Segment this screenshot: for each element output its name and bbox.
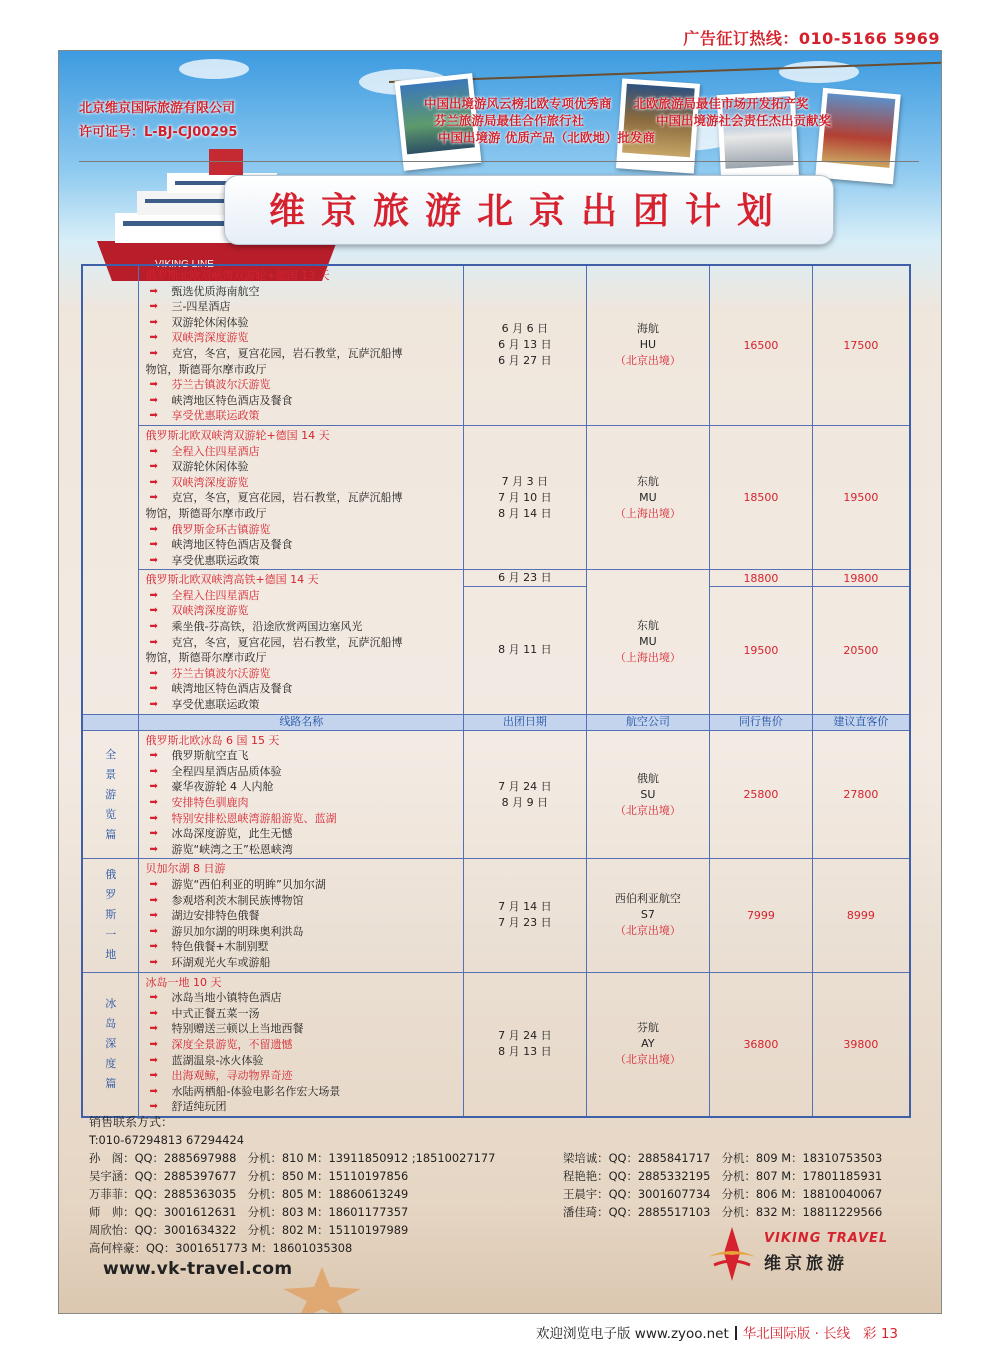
viking-ship-icon (704, 1223, 760, 1285)
list-item: ➡ 峡湾地区特色酒店及餐食 (145, 681, 457, 697)
list-item: ➡ 芬兰古镇波尔沃游览 (145, 377, 457, 393)
category-char: 冰 (105, 997, 117, 1011)
category-char: 深 (105, 1037, 117, 1051)
header-date: 出团日期 (464, 714, 586, 730)
category-russia (82, 859, 139, 972)
route-title: 冰岛一地 10 天 (145, 975, 222, 989)
departure-date: 7 月 14 日 (498, 900, 552, 914)
ad-hotline: 广告征订热线：010-5166 5969 (683, 29, 940, 48)
departure-origin: （北京出境） (614, 924, 681, 938)
list-item: ➡ 双游轮休闲体验 (145, 315, 457, 331)
list-item: ➡ 蓝湖温泉-冰火体验 (145, 1053, 457, 1069)
route-title: 俄罗斯北欧双峡湾双游轮+德国 14 天 (145, 428, 330, 442)
contact-line: 潘佳琦：QQ：2885517103 分机：832 M：18811229566 (563, 1205, 883, 1219)
airline-code: MU (639, 490, 657, 504)
list-item: ➡ 参观塔利茨木制民族博物馆 (145, 893, 457, 909)
departure-date: 7 月 10 日 (498, 490, 552, 504)
list-item: ➡ 特色俄餐+木制别墅 (145, 939, 457, 955)
list-item: ➡ 出海观鲸，寻动物界奇迹 (145, 1068, 457, 1084)
logo-chinese: 维京旅游 (764, 1254, 848, 1274)
list-item: 物馆，斯德哥尔摩市政厅 (145, 651, 267, 665)
list-item: ➡ 特别赠送三顿以上当地西餐 (145, 1021, 457, 1037)
list-item: ➡ 冰岛深度游览，此生无憾 (145, 826, 457, 842)
table-row (82, 425, 910, 569)
category-char: 一 (105, 928, 117, 942)
route-cell (139, 972, 464, 1117)
list-item: ➡ 峡湾地区特色酒店及餐食 (145, 537, 457, 553)
airline-name: 东航 (636, 474, 659, 488)
trade-price: 16500 (710, 265, 813, 425)
category-char: 度 (105, 1057, 117, 1071)
table-row (82, 730, 910, 859)
retail-price: 19800 (812, 570, 910, 587)
table-row (82, 265, 910, 425)
list-item: 物馆，斯德哥尔摩市政厅 (145, 362, 267, 376)
category-char: 篇 (105, 827, 117, 841)
award-text: 中国出境游风云榜北欧专项优秀商 (424, 96, 612, 111)
departure-date: 8 月 14 日 (498, 506, 552, 520)
airline-name: 西伯利亚航空 (614, 892, 681, 906)
contact-line: 万菲菲：QQ：2885363035 分机：805 M：18860613249 (89, 1187, 409, 1201)
table-row (82, 972, 910, 1117)
route-cell (139, 265, 464, 425)
list-item: ➡ 乘坐俄-芬高铁，沿途欣赏两国边塞风光 (145, 619, 457, 635)
list-item: ➡ 水陆两栖船-体验电影名作宏大场景 (145, 1084, 457, 1100)
list-item: ➡ 舒适纯玩团 (145, 1099, 457, 1115)
table-row (82, 859, 910, 972)
departure-date: 7 月 24 日 (498, 1029, 552, 1043)
list-item: ➡ 峡湾地区特色酒店及餐食 (145, 393, 457, 409)
contact-line: 高何梓豪：QQ：3001651773 M：18601035308 (89, 1241, 353, 1255)
category-cell (82, 265, 139, 714)
list-item: ➡ 游贝加尔湖的明珠奥利洪岛 (145, 924, 457, 940)
trade-price: 18500 (710, 425, 813, 569)
list-item: ➡ 全程四星酒店品质体验 (145, 764, 457, 780)
category-char: 全 (105, 747, 117, 761)
footer-browse: 欢迎浏览电子版 www.zyoo.net (536, 1326, 729, 1342)
list-item: ➡ 游览“峡湾之王”松恩峡湾 (145, 842, 457, 858)
list-item: ➡ 克宫，冬宫，夏宫花园，岩石教堂，瓦萨沉船博 (145, 346, 457, 362)
award-text: 北欧旅游局最佳市场开发拓产奖 (633, 96, 809, 111)
list-item: ➡ 俄罗斯金环古镇游览 (145, 522, 457, 538)
departure-date: 7 月 24 日 (498, 779, 552, 793)
header-airline: 航空公司 (586, 714, 709, 730)
awards-list (424, 95, 942, 146)
header-divider (79, 161, 919, 162)
company-name: 北京维京国际旅游有限公司 (79, 101, 236, 116)
retail-price: 27800 (812, 730, 910, 859)
category-char: 俄 (105, 868, 117, 882)
list-item: ➡ 冰岛当地小镇特色酒店 (145, 990, 457, 1006)
list-item: ➡ 芬兰古镇波尔沃游览 (145, 666, 457, 682)
list-item: ➡ 特别安排松恩峡湾游船游览、蓝湖 (145, 811, 457, 827)
starfish-icon (277, 1263, 367, 1314)
departure-date: 8 月 11 日 (464, 587, 586, 714)
page-footer (536, 1322, 898, 1342)
date-cell (464, 730, 586, 859)
list-item: ➡ 安排特色驯鹿肉 (145, 795, 457, 811)
departure-origin: （北京出境） (614, 803, 681, 817)
list-item: ➡ 中式正餐五菜一汤 (145, 1006, 457, 1022)
airline-name: 俄航 (636, 771, 659, 785)
website-link[interactable]: www.vk-travel.com (103, 1259, 293, 1279)
list-item: ➡ 甄选优质海南航空 (145, 284, 457, 300)
airline-cell (586, 570, 709, 714)
departure-origin: （上海出境） (614, 650, 681, 664)
airline-name: 东航 (636, 618, 659, 632)
list-item: ➡ 享受优惠联运政策 (145, 697, 457, 713)
list-item: ➡ 双峡湾深度游览 (145, 475, 457, 491)
airline-cell (586, 730, 709, 859)
category-char: 景 (105, 767, 117, 781)
departure-origin: （北京出境） (614, 1053, 681, 1067)
category-iceland (82, 972, 139, 1117)
category-char: 篇 (105, 1077, 117, 1091)
category-char: 罗 (105, 888, 117, 902)
contact-line: 师 帅：QQ：3001612631 分机：803 M：18601177357 (89, 1205, 409, 1219)
route-cell (139, 425, 464, 569)
contact-line: 孙 阁：QQ：2885697988 分机：810 M：13911850912 ;18510027177 (89, 1151, 496, 1165)
list-item: ➡ 深度全景游览，不留遗憾 (145, 1037, 457, 1053)
category-char: 地 (105, 948, 117, 962)
list-item: 物馆，斯德哥尔摩市政厅 (145, 506, 267, 520)
route-title: 贝加尔湖 8 日游 (145, 862, 226, 876)
date-cell (464, 265, 586, 425)
logo-english: VIKING TRAVEL (764, 1231, 889, 1246)
trade-price: 19500 (710, 587, 813, 714)
list-item: ➡ 享受优惠联运政策 (145, 553, 457, 569)
footer-edition: 华北国际版 · 长线 (742, 1326, 851, 1342)
departure-date: 7 月 23 日 (498, 916, 552, 930)
trade-price: 18800 (710, 570, 813, 587)
header-trade-price: 同行售价 (710, 714, 813, 730)
list-item: ➡ 全程入住四星酒店 (145, 444, 457, 460)
list-item: ➡ 全程入住四星酒店 (145, 588, 457, 604)
list-item: ➡ 三-四星酒店 (145, 299, 457, 315)
route-cell (139, 570, 464, 714)
route-cell (139, 859, 464, 972)
table-header-row (82, 714, 910, 730)
airline-code: S7 (640, 908, 655, 922)
retail-price: 20500 (812, 587, 910, 714)
trade-price: 7999 (710, 859, 813, 972)
departure-date: 6 月 23 日 (464, 570, 586, 587)
license-number: 许可证号：L-BJ-CJ00295 (79, 125, 238, 140)
page-title: 维京旅游北京出团计划 (268, 190, 789, 232)
airline-code: HU (639, 338, 657, 352)
award-text: 中国出境游社会责任杰出贡献奖 (656, 113, 832, 128)
sales-contacts (89, 1113, 495, 1257)
page-frame (58, 50, 942, 1314)
airline-code: SU (640, 787, 656, 801)
airline-name: 海航 (636, 322, 659, 336)
trade-price: 25800 (710, 730, 813, 859)
viking-travel-logo (704, 1223, 904, 1293)
contact-line: 程艳艳：QQ：2885332195 分机：807 M：17801185931 (563, 1169, 883, 1183)
departure-date: 6 月 6 日 (501, 322, 549, 336)
route-title: 俄罗斯北欧双峡湾双游轮+德国 13 天 (145, 269, 330, 282)
airline-code: AY (641, 1037, 655, 1051)
list-item: ➡ 豪华夜游轮 4 人内舱 (145, 779, 457, 795)
footer-separator (735, 1326, 737, 1340)
category-char: 览 (105, 807, 117, 821)
page-number: 彩 13 (863, 1326, 899, 1342)
tour-schedule-table (81, 264, 911, 1118)
contact-line: 吴宇涵：QQ：2885397677 分机：850 M：15110197856 (89, 1169, 409, 1183)
departure-date: 8 月 13 日 (498, 1045, 552, 1059)
contact-line: 周欣怡：QQ：3001634322 分机：802 M：15110197989 (89, 1223, 409, 1237)
list-item: ➡ 湖边安排特色俄餐 (145, 908, 457, 924)
award-text: 芬兰旅游局最佳合作旅行社 (434, 113, 585, 128)
route-title: 俄罗斯北欧双峡湾高铁+德国 14 天 (145, 573, 319, 587)
retail-price: 8999 (812, 859, 910, 972)
airline-cell (586, 425, 709, 569)
route-cell (139, 730, 464, 859)
contacts-phone: T:010-67294813 67294424 (89, 1133, 244, 1147)
category-panorama (82, 730, 139, 859)
trade-price: 36800 (710, 972, 813, 1117)
company-info (79, 97, 237, 145)
table-row (82, 570, 910, 587)
list-item: ➡ 克宫，冬宫，夏宫花园，岩石教堂，瓦萨沉船博 (145, 490, 457, 506)
retail-price: 17500 (812, 265, 910, 425)
airline-name: 芬航 (636, 1021, 659, 1035)
date-cell (464, 859, 586, 972)
contact-line: 梁培诚：QQ：2885841717 分机：809 M：18310753503 (563, 1151, 883, 1165)
category-char: 游 (105, 787, 117, 801)
airline-cell (586, 265, 709, 425)
airline-cell (586, 859, 709, 972)
list-item: ➡ 双峡湾深度游览 (145, 330, 457, 346)
departure-date: 6 月 13 日 (498, 338, 552, 352)
award-text: 中国出境游 优质产品（北欧地）批发商 (438, 130, 655, 145)
list-item: ➡ 双游轮休闲体验 (145, 459, 457, 475)
list-item: ➡ 俄罗斯航空直飞 (145, 748, 457, 764)
departure-origin: （北京出境） (614, 354, 681, 368)
contact-line: 王晨宇：QQ：3001607734 分机：806 M：18810040067 (563, 1187, 883, 1201)
category-char: 斯 (105, 908, 117, 922)
retail-price: 19500 (812, 425, 910, 569)
header-route: 线路名称 (139, 714, 464, 730)
svg-text:VIKING LINE: VIKING LINE (155, 259, 214, 270)
list-item: ➡ 享受优惠联运政策 (145, 408, 457, 424)
header-retail-price: 建议直客价 (812, 714, 910, 730)
departure-origin: （上海出境） (614, 506, 681, 520)
category-char: 岛 (105, 1017, 117, 1031)
departure-date: 7 月 3 日 (501, 474, 549, 488)
departure-date: 6 月 27 日 (498, 354, 552, 368)
list-item: ➡ 双峡湾深度游览 (145, 603, 457, 619)
airline-code: MU (639, 634, 657, 648)
header-cell-empty (82, 714, 139, 730)
list-item: ➡ 克宫，冬宫，夏宫花园，岩石教堂，瓦萨沉船博 (145, 635, 457, 651)
list-item: ➡ 游览“西伯利亚的明眸”贝加尔湖 (145, 877, 457, 893)
date-cell (464, 972, 586, 1117)
route-title: 俄罗斯北欧冰岛 6 国 15 天 (145, 733, 280, 747)
title-banner (224, 175, 834, 245)
airline-cell (586, 972, 709, 1117)
contacts-label: 销售联系方式： (89, 1115, 174, 1129)
date-cell (464, 425, 586, 569)
retail-price: 39800 (812, 972, 910, 1117)
sales-contacts-right (563, 1149, 882, 1221)
departure-date: 8 月 9 日 (501, 795, 549, 809)
list-item: ➡ 环湖观光火车或游船 (145, 955, 457, 971)
